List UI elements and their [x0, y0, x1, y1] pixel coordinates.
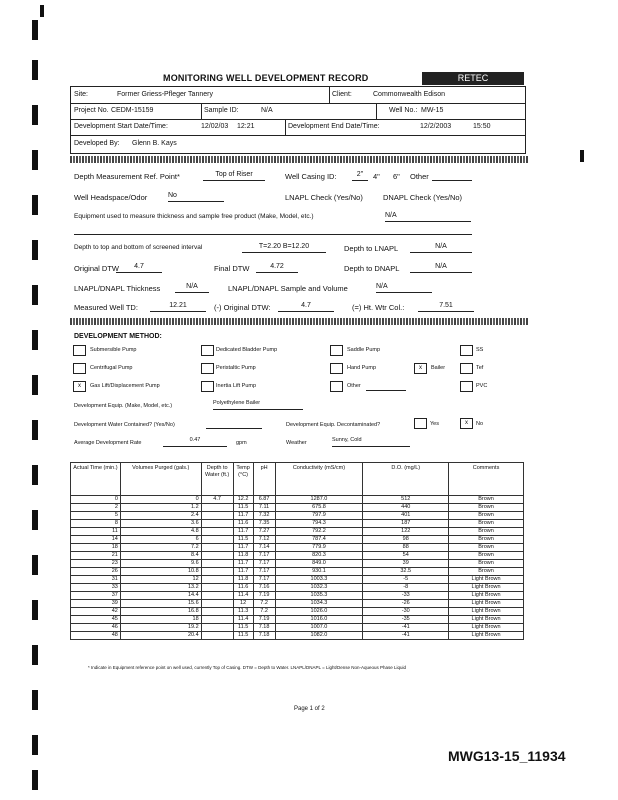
- table-cell: 7.32: [253, 512, 275, 520]
- dnapl-check: DNAPL Check (Yes/No): [383, 193, 463, 202]
- binder-hole: [32, 240, 38, 260]
- table-cell: [201, 504, 233, 512]
- table-cell: 6: [120, 536, 201, 544]
- col-do: D.O. (mg/L): [363, 463, 449, 496]
- table-cell: 11.7: [233, 544, 253, 552]
- table-cell: 0: [71, 496, 121, 504]
- rate-unit: gpm: [236, 440, 247, 446]
- binder-hole: [32, 375, 38, 395]
- final-dtw-label: Final DTW: [214, 264, 250, 273]
- table-cell: 1007.0: [275, 624, 363, 632]
- table-cell: 675.8: [275, 504, 363, 512]
- table-cell: Brown: [449, 496, 524, 504]
- binder-hole: [580, 150, 584, 162]
- table-cell: 7.27: [253, 528, 275, 536]
- developed-by-value: Glenn B. Kays: [132, 140, 177, 147]
- gas-lift-checkbox[interactable]: x: [73, 381, 86, 392]
- depth-ref-value: Top of Riser: [203, 171, 265, 181]
- table-cell: 14.4: [120, 592, 201, 600]
- separator-band: [70, 318, 528, 325]
- project-value: CEDM-15159: [111, 107, 154, 114]
- table-cell: -41: [363, 632, 449, 640]
- start-date: 12/02/03: [201, 123, 229, 130]
- table-cell: 1034.3: [275, 600, 363, 608]
- binder-hole: [32, 465, 38, 485]
- table-row: [71, 608, 524, 616]
- table-cell: 42: [71, 608, 121, 616]
- table-row: [71, 568, 524, 576]
- table-row: [71, 632, 524, 640]
- table-cell: 779.9: [275, 544, 363, 552]
- binder-hole: [32, 150, 38, 170]
- brand-logo: RETEC: [422, 72, 524, 85]
- table-cell: 18: [71, 544, 121, 552]
- table-cell: 46: [71, 624, 121, 632]
- depth-lnapl-value: N/A: [410, 243, 472, 253]
- depth-dnapl-value: N/A: [410, 263, 472, 273]
- wtr-col-label: (=) Ht. Wtr Col.:: [352, 303, 405, 312]
- col-volume: Volumes Purged (gals.): [120, 463, 201, 496]
- table-cell: Brown: [449, 560, 524, 568]
- client-value: Commonwealth Edison: [373, 91, 445, 98]
- well-value: MW-15: [421, 107, 444, 114]
- table-cell: [201, 544, 233, 552]
- table-cell: [201, 528, 233, 536]
- form-header: [70, 72, 524, 86]
- binder-hole: [32, 770, 38, 790]
- table-cell: 440: [363, 504, 449, 512]
- binder-hole: [32, 600, 38, 620]
- table-cell: 0: [120, 496, 201, 504]
- table-cell: 88: [363, 544, 449, 552]
- binder-hole: [32, 555, 38, 575]
- sample-volume-label: LNAPL/DNAPL Sample and Volume: [228, 284, 348, 293]
- info-row-dates: [71, 119, 525, 136]
- table-cell: 849.0: [275, 560, 363, 568]
- weather-value: Sunny, Cold: [332, 437, 410, 447]
- binder-hole: [32, 60, 38, 80]
- table-cell: Light Brown: [449, 624, 524, 632]
- sample-value: N/A: [261, 107, 273, 114]
- table-row: [71, 520, 524, 528]
- rate-value: 0.47: [163, 437, 227, 447]
- table-cell: 794.3: [275, 520, 363, 528]
- opt-bailer: Bailer: [431, 365, 446, 371]
- table-cell: 1016.0: [275, 616, 363, 624]
- table-row: [71, 600, 524, 608]
- table-cell: 11.5: [233, 632, 253, 640]
- opt-ss: SS: [476, 347, 484, 353]
- table-cell: 33: [71, 584, 121, 592]
- table-row: [71, 512, 524, 520]
- bladder-checkbox[interactable]: [201, 345, 214, 356]
- table-cell: 39: [363, 560, 449, 568]
- table-cell: 11.4: [233, 616, 253, 624]
- lnapl-check: LNAPL Check (Yes/No): [285, 193, 363, 202]
- table-cell: 7.19: [253, 616, 275, 624]
- depth-lnapl-label: Depth to LNAPL: [344, 244, 399, 253]
- thickness-value: N/A: [175, 283, 209, 293]
- decon-yes: Yes: [430, 421, 439, 427]
- table-cell: [201, 520, 233, 528]
- inertia-checkbox[interactable]: [201, 381, 214, 392]
- table-cell: 7.17: [253, 560, 275, 568]
- rate-label: Average Development Rate: [74, 440, 142, 446]
- casing-label: Well Casing ID:: [285, 172, 337, 181]
- table-cell: 7.18: [253, 624, 275, 632]
- binder-hole: [32, 690, 38, 710]
- headspace-value: No: [168, 192, 224, 202]
- table-cell: 512: [363, 496, 449, 504]
- table-cell: 11.5: [233, 504, 253, 512]
- table-cell: 19.2: [120, 624, 201, 632]
- table-cell: 98: [363, 536, 449, 544]
- table-cell: 26: [71, 568, 121, 576]
- opt-inertia: Inertia Lift Pump: [216, 383, 257, 389]
- final-dtw-value: 4.72: [256, 263, 298, 273]
- table-cell: Light Brown: [449, 600, 524, 608]
- document-id: MWG13-15_11934: [448, 748, 566, 764]
- site-value: Former Griess-Pfleger Tannery: [117, 91, 213, 98]
- table-cell: 7.2: [120, 544, 201, 552]
- table-cell: Brown: [449, 512, 524, 520]
- equipment-label: Equipment used to measure thickness and sample free product (Make, Model, etc.): [74, 213, 314, 220]
- page-number: Page 1 of 2: [294, 706, 325, 712]
- table-cell: 12.2: [233, 496, 253, 504]
- depth-dnapl-label: Depth to DNAPL: [344, 264, 400, 273]
- table-cell: [201, 624, 233, 632]
- table-cell: Brown: [449, 528, 524, 536]
- sample-volume-value: N/A: [376, 283, 432, 293]
- separator-band: [70, 156, 528, 163]
- table-cell: 15.6: [120, 600, 201, 608]
- table-cell: Brown: [449, 568, 524, 576]
- info-row-developer: [71, 135, 525, 153]
- table-cell: 11.8: [233, 576, 253, 584]
- table-cell: 787.4: [275, 536, 363, 544]
- opt-saddle: Saddle Pump: [347, 347, 381, 353]
- weather-label: Weather: [286, 440, 307, 446]
- binder-hole: [32, 105, 38, 125]
- binder-hole: [32, 420, 38, 440]
- table-row: [71, 552, 524, 560]
- table-cell: 11.7: [233, 568, 253, 576]
- col-temp: Temp (°C): [233, 463, 253, 496]
- orig-dtw-label: Original DTW: [74, 264, 120, 273]
- table-cell: [201, 608, 233, 616]
- site-label: Site:: [74, 91, 89, 98]
- table-cell: [201, 552, 233, 560]
- table-cell: 797.9: [275, 512, 363, 520]
- table-cell: 32.5: [363, 568, 449, 576]
- table-cell: 12: [233, 600, 253, 608]
- table-cell: 7.35: [253, 520, 275, 528]
- table-cell: 401: [363, 512, 449, 520]
- table-cell: 7.11: [253, 504, 275, 512]
- table-cell: 7.16: [253, 584, 275, 592]
- depth-ref-label: Depth Measurement Ref. Point*: [74, 172, 180, 181]
- peristaltic-checkbox[interactable]: [201, 363, 214, 374]
- well-td-label: Measured Well TD:: [74, 303, 138, 312]
- sample-label: Sample ID:: [204, 107, 239, 114]
- info-row-project: [71, 103, 525, 120]
- table-cell: 20.4: [120, 632, 201, 640]
- table-cell: Brown: [449, 520, 524, 528]
- hand-pump-checkbox[interactable]: [330, 363, 343, 374]
- info-box: [70, 86, 526, 154]
- binder-hole: [32, 645, 38, 665]
- table-cell: [201, 512, 233, 520]
- binder-hole: [40, 5, 44, 17]
- table-cell: 21: [71, 552, 121, 560]
- table-row: [71, 616, 524, 624]
- table-header-row: [71, 463, 524, 496]
- saddle-checkbox[interactable]: [330, 345, 343, 356]
- headspace-label: Well Headspace/Odor: [74, 193, 148, 202]
- end-time: 15:50: [473, 123, 491, 130]
- screen-label: Depth to top and bottom of screened interval: [74, 244, 203, 251]
- table-cell: 10.8: [120, 568, 201, 576]
- table-cell: [201, 592, 233, 600]
- info-row-site: [71, 87, 525, 104]
- table-cell: [201, 576, 233, 584]
- casing-4: 4": [373, 172, 380, 181]
- table-cell: 54: [363, 552, 449, 560]
- binder-hole: [32, 285, 38, 305]
- table-row: [71, 592, 524, 600]
- contained-label: Development Water Contained? (Yes/No): [74, 422, 175, 428]
- table-cell: 11.8: [233, 552, 253, 560]
- decon-no-checkbox[interactable]: x: [460, 418, 473, 429]
- table-cell: 7.18: [253, 632, 275, 640]
- well-label: Well No.:: [389, 107, 418, 114]
- table-cell: Brown: [449, 536, 524, 544]
- table-cell: 1026.0: [275, 608, 363, 616]
- table-row: [71, 560, 524, 568]
- table-cell: Light Brown: [449, 576, 524, 584]
- opt-peristaltic: Peristaltic Pump: [216, 365, 256, 371]
- table-cell: [201, 568, 233, 576]
- table-cell: 11.7: [233, 512, 253, 520]
- end-label: Development End Date/Time:: [288, 123, 380, 130]
- table-cell: 930.1: [275, 568, 363, 576]
- decon-no: No: [476, 421, 484, 427]
- footnote: * Indicate in Equipment reference point on well used, currently Top of Casing. DTW = Depth to Water. LNAPL/DNAPL = Light/Dense Non-Aqueous Phase Liquid: [88, 665, 407, 670]
- table-cell: 7.17: [253, 568, 275, 576]
- table-row: [71, 528, 524, 536]
- table-cell: 1032.3: [275, 584, 363, 592]
- table-cell: 48: [71, 632, 121, 640]
- table-cell: 1082.0: [275, 632, 363, 640]
- table-cell: Light Brown: [449, 616, 524, 624]
- table-cell: 1.2: [120, 504, 201, 512]
- table-cell: -41: [363, 624, 449, 632]
- table-cell: 23: [71, 560, 121, 568]
- table-cell: 37: [71, 592, 121, 600]
- form-title: MONITORING WELL DEVELOPMENT RECORD: [163, 73, 369, 83]
- table-cell: 7.2: [253, 608, 275, 616]
- table-cell: 9.6: [120, 560, 201, 568]
- submersible-checkbox[interactable]: [73, 345, 86, 356]
- table-cell: [201, 600, 233, 608]
- table-cell: 11.7: [233, 528, 253, 536]
- table-row: [71, 584, 524, 592]
- table-cell: 4.7: [201, 496, 233, 504]
- col-depth: Depth to Water (ft.): [201, 463, 233, 496]
- table-cell: 7.14: [253, 544, 275, 552]
- table-cell: 11.6: [233, 520, 253, 528]
- method-title: DEVELOPMENT METHOD:: [74, 333, 162, 340]
- table-cell: 16.8: [120, 608, 201, 616]
- casing-other: Other: [410, 172, 429, 181]
- table-cell: 1003.3: [275, 576, 363, 584]
- opt-centrifugal: Centrifugal Pump: [90, 365, 133, 371]
- table-cell: 11.6: [233, 584, 253, 592]
- well-td-value: 12.21: [150, 302, 206, 312]
- screen-value: T=2.20 B=12.20: [242, 243, 326, 253]
- table-cell: 6.87: [253, 496, 275, 504]
- pvc-checkbox[interactable]: [460, 381, 473, 392]
- minus-dtw-label: (-) Original DTW:: [214, 303, 271, 312]
- table-cell: 8.4: [120, 552, 201, 560]
- binder-hole: [32, 510, 38, 530]
- table-cell: 2: [71, 504, 121, 512]
- table-cell: [201, 560, 233, 568]
- table-cell: 11.7: [233, 560, 253, 568]
- table-cell: Light Brown: [449, 584, 524, 592]
- centrifugal-checkbox[interactable]: [73, 363, 86, 374]
- table-cell: 18: [120, 616, 201, 624]
- minus-dtw-value: 4.7: [278, 302, 334, 312]
- table-cell: 11.3: [233, 608, 253, 616]
- table-cell: 11.5: [233, 624, 253, 632]
- table-cell: -5: [363, 576, 449, 584]
- table-cell: Light Brown: [449, 632, 524, 640]
- table-cell: [201, 584, 233, 592]
- table-cell: 820.3: [275, 552, 363, 560]
- table-cell: -35: [363, 616, 449, 624]
- equipment-value: N/A: [385, 212, 471, 222]
- end-date: 12/2/2003: [420, 123, 452, 130]
- tef-checkbox[interactable]: [460, 363, 473, 374]
- opt-other: Other: [347, 383, 361, 389]
- ss-checkbox[interactable]: [460, 345, 473, 356]
- table-cell: 14: [71, 536, 121, 544]
- binder-hole: [32, 330, 38, 350]
- orig-dtw-value: 4.7: [116, 263, 162, 273]
- wtr-col-value: 7.51: [418, 302, 474, 312]
- table-cell: 12: [120, 576, 201, 584]
- table-cell: 4.8: [120, 528, 201, 536]
- table-cell: 7.12: [253, 536, 275, 544]
- table-cell: 13.2: [120, 584, 201, 592]
- table-cell: Brown: [449, 504, 524, 512]
- table-cell: 7.19: [253, 592, 275, 600]
- start-time: 12:21: [237, 123, 255, 130]
- client-label: Client:: [332, 91, 352, 98]
- table-row: [71, 536, 524, 544]
- development-data-table: [70, 462, 524, 640]
- table-cell: 122: [363, 528, 449, 536]
- table-cell: 11.4: [233, 592, 253, 600]
- table-cell: 11.5: [233, 536, 253, 544]
- table-cell: 7.2: [253, 600, 275, 608]
- table-cell: Brown: [449, 544, 524, 552]
- table-cell: -30: [363, 608, 449, 616]
- table-row: [71, 576, 524, 584]
- table-cell: [201, 632, 233, 640]
- equip-value: Polyethylene Bailer: [213, 400, 303, 410]
- start-label: Development Start Date/Time:: [74, 123, 168, 130]
- col-comments: Comments: [449, 463, 524, 496]
- table-cell: 7.17: [253, 576, 275, 584]
- project-label: Project No.: [74, 107, 109, 114]
- table-cell: -26: [363, 600, 449, 608]
- table-cell: 2.4: [120, 512, 201, 520]
- table-row: [71, 544, 524, 552]
- table-row: [71, 496, 524, 504]
- casing-6: 6": [393, 172, 400, 181]
- table-cell: 5: [71, 512, 121, 520]
- table-row: [71, 504, 524, 512]
- opt-hand-pump: Hand Pump: [347, 365, 377, 371]
- binder-hole: [32, 735, 38, 755]
- table-cell: 11: [71, 528, 121, 536]
- table-cell: Light Brown: [449, 608, 524, 616]
- col-conductivity: Conductivity (mS/cm): [275, 463, 363, 496]
- binder-hole: [32, 195, 38, 215]
- table-cell: [201, 616, 233, 624]
- table-cell: 39: [71, 600, 121, 608]
- table-row: [71, 624, 524, 632]
- thickness-label: LNAPL/DNAPL Thickness: [74, 284, 161, 293]
- equip-label: Development Equip. (Make, Model, etc.): [74, 403, 173, 409]
- table-cell: Light Brown: [449, 592, 524, 600]
- table-cell: 3.6: [120, 520, 201, 528]
- casing-2: 2": [352, 171, 368, 181]
- table-cell: [201, 536, 233, 544]
- opt-submersible: Submersible Pump: [90, 347, 137, 353]
- table-cell: 1287.0: [275, 496, 363, 504]
- table-cell: 31: [71, 576, 121, 584]
- binder-hole: [32, 20, 38, 40]
- table-cell: 8: [71, 520, 121, 528]
- opt-pvc: PVC: [476, 383, 488, 389]
- developed-by-label: Developed By:: [74, 140, 120, 147]
- bailer-checkbox[interactable]: x: [414, 363, 427, 374]
- table-cell: -8: [363, 584, 449, 592]
- table-cell: 1035.3: [275, 592, 363, 600]
- table-cell: 792.2: [275, 528, 363, 536]
- col-ph: pH: [253, 463, 275, 496]
- opt-gas-lift: Gas Lift/Displacement Pump: [90, 383, 160, 389]
- table-cell: Brown: [449, 552, 524, 560]
- decon-label: Development Equip. Decontaminated?: [286, 422, 381, 428]
- table-cell: 187: [363, 520, 449, 528]
- table-cell: 7.17: [253, 552, 275, 560]
- table-cell: -33: [363, 592, 449, 600]
- col-time: Actual Time (min.): [71, 463, 121, 496]
- decon-yes-checkbox[interactable]: [414, 418, 427, 429]
- other-checkbox[interactable]: [330, 381, 343, 392]
- table-cell: 45: [71, 616, 121, 624]
- opt-bladder: Dedicated Bladder Pump: [216, 347, 278, 353]
- opt-tef: Tef: [476, 365, 484, 371]
